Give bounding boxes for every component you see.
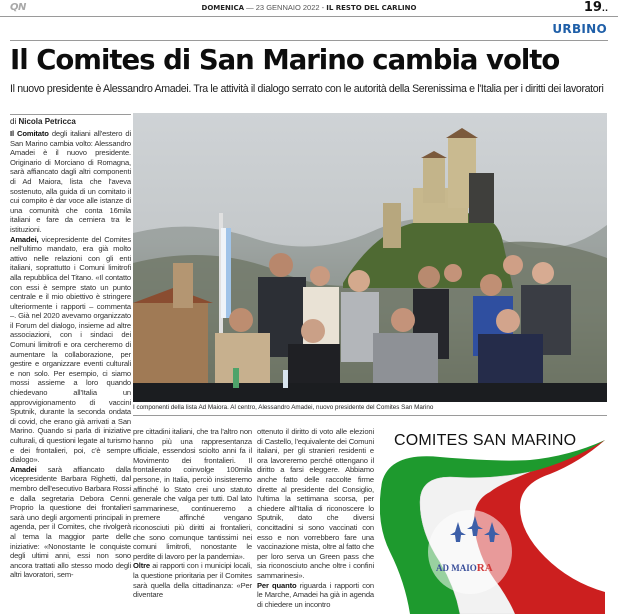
page-number-suffix: .. [601,4,608,13]
photo-caption: I componenti della lista Ad Maiora. Al centro, Alessandro Amadei, nuovo presidente del Comites San Marino [133,404,607,416]
paragraph-text: pre cittadini italiani, che tra l'altro non hanno più una rappresentanza ufficiale, essendosi sciolto anni fa il Movimento dei frontalieri. Il frontalierato coinvolge 100mila persone, in Italia, perciò insisteremo affinché lo Stato crei uno statuto generale che valga per tutti. Dal lato sammarinese, continueremo a premere affinché vengano riconosciuti più diritti ai frontalieri, che sono comunque tantissimi nei comuni limitrofi, nonostante le perdite di lavoro per la pandemia». [133,427,252,561]
byline [10,114,131,127]
logo-title: COMITES SAN MARINO [394,432,577,449]
paragraph-text: ai rapporti con i municipi locali, la questione prioritaria per il Comites sarà quella della cittadinanza: «Per diventare [133,561,252,600]
comites-logo-graphic [380,422,612,614]
paragraph [133,561,252,599]
logo-brand-main: AD MAIO [436,563,477,573]
section-label: URBINO [552,22,607,36]
paragraph-lead: Amadei [10,464,37,474]
paragraph-text: sarà affiancato dalla vicepresidente Barbara Righetti, dal membro dell'esecutivo Barbara Rossi e dalla segretaria Debora Cenni. Proprio la questione dei frontalieri sarà uno degli argomenti principali in agenda, per il Comites, che rivolgerà al tema la maggior parte delle iniziative: «Nonostante le conquiste degli ultimi anni, essi non sono ancora trattati allo stesso modo degli altri lavoratori, sem- [10,464,131,580]
byline-prefix: di [10,117,17,126]
article-column-2 [133,427,252,600]
paragraph-text: riguarda i rapporti con le Marche, Amadei ha già in agenda di chiedere un incontro [257,580,374,609]
paragraph [10,129,131,235]
paragraph-text: vicepresidente del Comites nell'ultimo mandato, era già molto attivo nelle relazioni con gli enti italiani, soprattutto i Comuni limitrofi alla repubblica del Titano. «Il contatto con essi è sempre stato un punto centrale e il mio obiettivo è stringere ulteriormente i rapporti – commenta –. Già nel 2020 avevamo organizzato il Forum del dialogo, insieme ad altre associazioni, con i sindaci dei Comuni limitrofi e ora cercheremo di aumentare la collaborazione, per gestire e organizzare eventi culturali e non solo. Per esempio, ci siamo mossi assieme a loro quando chiedevano all'Italia un approvvigionamento di vaccini Sputnik, durante la seconda ondata di covid, che erano già arrivati a San Marino. Quando si parla di iniziative culturali, di questioni legate al turismo e dei frontalieri, poi, c'è sempre dialogo». [10,234,131,465]
paragraph-text: degli italiani all'estero di San Marino cambia volto: Alessandro Amadei è il nuovo presidente. Originario di Morciano di Romagna, sarà affiancato dagli altri componenti di Ad Maiora, lista che l'aveva sostenuto, alla guida di un comitato il cui compito è dar voce alle istanze di una comunità che conta 16mila italiani e fare da cerniera tra le istituzioni. [10,129,131,234]
masthead [0,0,618,17]
paragraph-lead: Per quanto [257,580,297,590]
subheadline: Il nuovo presidente è Alessandro Amadei. Tra le attività il dialogo serrato con le autorità della Serenissima e l'Italia per i diritti dei lavoratori [10,83,604,95]
dateline-paper: IL RESTO DEL CARLINO [326,4,417,12]
headline: Il Comites di San Marino cambia volto [10,44,560,76]
byline-author: Nicola Petricca [18,117,76,126]
dateline-day: DOMENICA [201,4,245,12]
dateline-separator: - [321,3,325,12]
paragraph [257,427,374,581]
dateline-date: 23 GENNAIO 2022 [255,3,320,12]
page-number [584,0,608,15]
page-number-value: 19 [583,0,602,15]
group-photo-illustration [133,113,607,402]
paragraph-text: ottenuto il diritto di voto alle elezioni di Castello, l'equivalente dei Comuni italiani, per gli stranieri residenti e ora lavoreremo perché ottengano il diritto a farsi eleggere. Abbiamo anche fatto delle raccolte firme dirette al presidente del Consiglio, l'ultima la settimana scorsa, per chiedere all'Italia di riconoscere lo Sputnik, dato che diversi concittadini si sono vaccinati con esso e non vorrebbero fare una vaccinazione mista, oltre al fatto che per loro serva un Green pass che sia riconosciuto anche oltre i confini sammarinesi». [257,427,374,580]
logo-brand [436,562,493,574]
paragraph-lead: Il Comitato [10,129,49,138]
article-column-1 [10,129,131,580]
paragraph [257,581,374,610]
tricolor-ribbon-illustration [380,422,612,614]
divider [10,40,608,41]
qn-logo: QN [10,2,26,13]
dateline [0,3,618,12]
paragraph [10,235,131,465]
dateline-separator: — [246,3,254,12]
paragraph [133,427,252,561]
article-column-3 [257,427,374,609]
article-photo [133,113,607,402]
logo-brand-accent: RA [476,562,493,574]
paragraph [10,465,131,580]
paragraph-lead: Amadei, [10,234,39,244]
paragraph-lead: Oltre [133,561,150,571]
